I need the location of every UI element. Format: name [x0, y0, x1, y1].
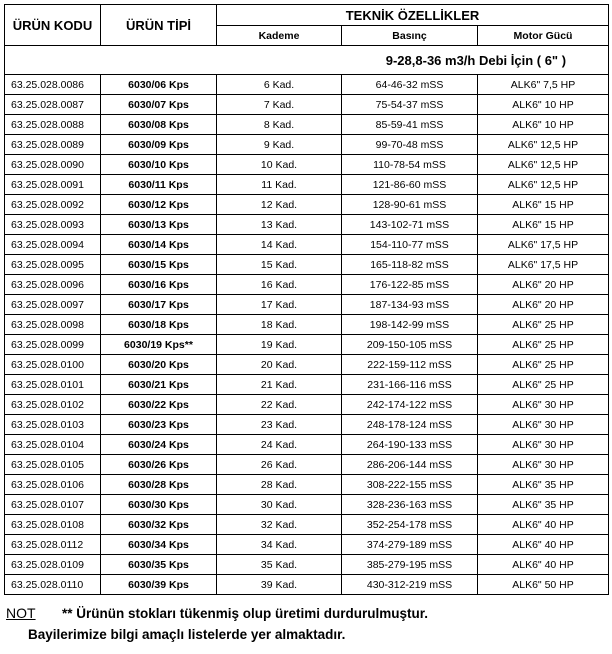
cell-urun-tipi: 6030/06 Kps — [101, 75, 217, 95]
cell-urun-tipi: 6030/22 Kps — [101, 395, 217, 415]
cell-kademe: 16 Kad. — [217, 275, 342, 295]
cell-kademe: 17 Kad. — [217, 295, 342, 315]
table-row — [5, 495, 609, 515]
cell-basinc: 286-206-144 mSS — [342, 455, 478, 475]
cell-urun-kodu: 63.25.028.0110 — [5, 575, 101, 595]
table-row — [5, 155, 609, 175]
cell-urun-kodu: 63.25.028.0100 — [5, 355, 101, 375]
cell-kademe: 30 Kad. — [217, 495, 342, 515]
cell-motor-gucu: ALK6" 25 HP — [478, 335, 609, 355]
cell-urun-tipi: 6030/17 Kps — [101, 295, 217, 315]
cell-kademe: 12 Kad. — [217, 195, 342, 215]
cell-basinc: 385-279-195 mSS — [342, 555, 478, 575]
cell-kademe: 13 Kad. — [217, 215, 342, 235]
cell-motor-gucu: ALK6" 40 HP — [478, 535, 609, 555]
table-row — [5, 235, 609, 255]
cell-kademe: 6 Kad. — [217, 75, 342, 95]
header-kademe: Kademe — [217, 26, 342, 46]
cell-urun-tipi: 6030/07 Kps — [101, 95, 217, 115]
table-row — [5, 295, 609, 315]
cell-urun-tipi: 6030/23 Kps — [101, 415, 217, 435]
cell-kademe: 28 Kad. — [217, 475, 342, 495]
cell-urun-tipi: 6030/16 Kps — [101, 275, 217, 295]
cell-motor-gucu: ALK6" 15 HP — [478, 195, 609, 215]
cell-urun-tipi: 6030/20 Kps — [101, 355, 217, 375]
footnote — [6, 602, 606, 646]
cell-basinc: 110-78-54 mSS — [342, 155, 478, 175]
cell-urun-kodu: 63.25.028.0097 — [5, 295, 101, 315]
cell-urun-tipi: 6030/12 Kps — [101, 195, 217, 215]
table-row — [5, 335, 609, 355]
cell-urun-kodu: 63.25.028.0099 — [5, 335, 101, 355]
table-row — [5, 315, 609, 335]
cell-motor-gucu: ALK6" 25 HP — [478, 375, 609, 395]
cell-urun-tipi: 6030/19 Kps** — [101, 335, 217, 355]
footnote-label: NOT — [6, 605, 36, 621]
cell-motor-gucu: ALK6" 7,5 HP — [478, 75, 609, 95]
table-row — [5, 275, 609, 295]
cell-urun-tipi: 6030/39 Kps — [101, 575, 217, 595]
cell-kademe: 34 Kad. — [217, 535, 342, 555]
cell-motor-gucu: ALK6" 12,5 HP — [478, 155, 609, 175]
cell-kademe: 15 Kad. — [217, 255, 342, 275]
cell-urun-kodu: 63.25.028.0102 — [5, 395, 101, 415]
cell-kademe: 14 Kad. — [217, 235, 342, 255]
cell-kademe: 22 Kad. — [217, 395, 342, 415]
cell-basinc: 328-236-163 mSS — [342, 495, 478, 515]
table-row — [5, 195, 609, 215]
cell-urun-kodu: 63.25.028.0090 — [5, 155, 101, 175]
cell-urun-kodu: 63.25.028.0107 — [5, 495, 101, 515]
cell-motor-gucu: ALK6" 35 HP — [478, 475, 609, 495]
header-urun-kodu: ÜRÜN KODU — [5, 5, 101, 46]
cell-motor-gucu: ALK6" 15 HP — [478, 215, 609, 235]
cell-basinc: 248-178-124 mSS — [342, 415, 478, 435]
cell-kademe: 11 Kad. — [217, 175, 342, 195]
cell-motor-gucu: ALK6" 35 HP — [478, 495, 609, 515]
table-row — [5, 135, 609, 155]
cell-urun-kodu: 63.25.028.0112 — [5, 535, 101, 555]
table-row — [5, 535, 609, 555]
table-row — [5, 575, 609, 595]
cell-kademe: 18 Kad. — [217, 315, 342, 335]
cell-urun-tipi: 6030/08 Kps — [101, 115, 217, 135]
cell-motor-gucu: ALK6" 17,5 HP — [478, 235, 609, 255]
cell-urun-tipi: 6030/11 Kps — [101, 175, 217, 195]
cell-basinc: 154-110-77 mSS — [342, 235, 478, 255]
cell-basinc: 198-142-99 mSS — [342, 315, 478, 335]
table-row — [5, 175, 609, 195]
cell-kademe: 32 Kad. — [217, 515, 342, 535]
table-row — [5, 515, 609, 535]
table-row — [5, 375, 609, 395]
cell-motor-gucu: ALK6" 10 HP — [478, 95, 609, 115]
table-row — [5, 475, 609, 495]
cell-motor-gucu: ALK6" 30 HP — [478, 435, 609, 455]
cell-motor-gucu: ALK6" 10 HP — [478, 115, 609, 135]
cell-urun-kodu: 63.25.028.0109 — [5, 555, 101, 575]
cell-motor-gucu: ALK6" 30 HP — [478, 415, 609, 435]
cell-motor-gucu: ALK6" 12,5 HP — [478, 135, 609, 155]
table-row — [5, 395, 609, 415]
cell-motor-gucu: ALK6" 50 HP — [478, 575, 609, 595]
footnote-line-2 — [6, 624, 606, 646]
cell-basinc: 242-174-122 mSS — [342, 395, 478, 415]
cell-basinc: 176-122-85 mSS — [342, 275, 478, 295]
cell-urun-kodu: 63.25.028.0098 — [5, 315, 101, 335]
cell-basinc: 231-166-116 mSS — [342, 375, 478, 395]
cell-basinc: 64-46-32 mSS — [342, 75, 478, 95]
cell-urun-kodu: 63.25.028.0105 — [5, 455, 101, 475]
cell-kademe: 20 Kad. — [217, 355, 342, 375]
table-row — [5, 355, 609, 375]
header-basinc: Basınç — [342, 26, 478, 46]
table-row — [5, 215, 609, 235]
cell-urun-tipi: 6030/32 Kps — [101, 515, 217, 535]
product-spec-table — [4, 4, 609, 595]
table-row — [5, 75, 609, 95]
table-row — [5, 95, 609, 115]
header-motor-gucu: Motor Gücü — [478, 26, 609, 46]
cell-motor-gucu: ALK6" 20 HP — [478, 275, 609, 295]
cell-urun-kodu: 63.25.028.0086 — [5, 75, 101, 95]
footnote-text-1: ** Ürünün stokları tükenmiş olup üretimi durdurulmuştur. — [62, 606, 429, 621]
cell-basinc: 264-190-133 mSS — [342, 435, 478, 455]
cell-urun-tipi: 6030/15 Kps — [101, 255, 217, 275]
cell-urun-kodu: 63.25.028.0093 — [5, 215, 101, 235]
cell-kademe: 23 Kad. — [217, 415, 342, 435]
cell-urun-tipi: 6030/35 Kps — [101, 555, 217, 575]
cell-kademe: 26 Kad. — [217, 455, 342, 475]
footnote-line-1 — [6, 602, 606, 624]
footnote-text-2: Bayilerimize bilgi amaçlı listelerde yer almaktadır. — [28, 627, 346, 642]
cell-urun-kodu: 63.25.028.0108 — [5, 515, 101, 535]
cell-kademe: 9 Kad. — [217, 135, 342, 155]
cell-kademe: 19 Kad. — [217, 335, 342, 355]
cell-basinc: 209-150-105 mSS — [342, 335, 478, 355]
cell-urun-kodu: 63.25.028.0094 — [5, 235, 101, 255]
spec-table-container — [4, 4, 608, 595]
spec-table-body — [5, 75, 609, 595]
cell-basinc: 75-54-37 mSS — [342, 95, 478, 115]
cell-basinc: 187-134-93 mSS — [342, 295, 478, 315]
header-teknik-ozellikler: TEKNİK ÖZELLİKLER — [217, 5, 609, 26]
table-row — [5, 415, 609, 435]
cell-kademe: 21 Kad. — [217, 375, 342, 395]
table-row — [5, 455, 609, 475]
cell-basinc: 121-86-60 mSS — [342, 175, 478, 195]
cell-urun-kodu: 63.25.028.0088 — [5, 115, 101, 135]
cell-urun-tipi: 6030/13 Kps — [101, 215, 217, 235]
cell-urun-tipi: 6030/26 Kps — [101, 455, 217, 475]
table-row — [5, 255, 609, 275]
cell-urun-tipi: 6030/14 Kps — [101, 235, 217, 255]
cell-motor-gucu: ALK6" 12,5 HP — [478, 175, 609, 195]
cell-urun-kodu: 63.25.028.0104 — [5, 435, 101, 455]
cell-urun-kodu: 63.25.028.0092 — [5, 195, 101, 215]
cell-basinc: 374-279-189 mSS — [342, 535, 478, 555]
cell-basinc: 143-102-71 mSS — [342, 215, 478, 235]
cell-basinc: 99-70-48 mSS — [342, 135, 478, 155]
cell-motor-gucu: ALK6" 17,5 HP — [478, 255, 609, 275]
cell-motor-gucu: ALK6" 40 HP — [478, 515, 609, 535]
cell-urun-tipi: 6030/30 Kps — [101, 495, 217, 515]
cell-kademe: 24 Kad. — [217, 435, 342, 455]
cell-kademe: 7 Kad. — [217, 95, 342, 115]
cell-motor-gucu: ALK6" 20 HP — [478, 295, 609, 315]
cell-urun-tipi: 6030/28 Kps — [101, 475, 217, 495]
cell-motor-gucu: ALK6" 25 HP — [478, 355, 609, 375]
cell-kademe: 10 Kad. — [217, 155, 342, 175]
cell-basinc: 308-222-155 mSS — [342, 475, 478, 495]
cell-urun-kodu: 63.25.028.0103 — [5, 415, 101, 435]
table-row — [5, 555, 609, 575]
cell-kademe: 8 Kad. — [217, 115, 342, 135]
cell-motor-gucu: ALK6" 30 HP — [478, 455, 609, 475]
cell-urun-tipi: 6030/18 Kps — [101, 315, 217, 335]
cell-motor-gucu: ALK6" 40 HP — [478, 555, 609, 575]
cell-basinc: 128-90-61 mSS — [342, 195, 478, 215]
cell-kademe: 35 Kad. — [217, 555, 342, 575]
cell-motor-gucu: ALK6" 30 HP — [478, 395, 609, 415]
cell-urun-kodu: 63.25.028.0095 — [5, 255, 101, 275]
debi-section-label: 9-28,8-36 m3/h Debi İçin ( 6" ) — [5, 46, 609, 75]
cell-basinc: 430-312-219 mSS — [342, 575, 478, 595]
cell-urun-tipi: 6030/09 Kps — [101, 135, 217, 155]
cell-urun-tipi: 6030/21 Kps — [101, 375, 217, 395]
cell-urun-kodu: 63.25.028.0106 — [5, 475, 101, 495]
cell-urun-tipi: 6030/10 Kps — [101, 155, 217, 175]
cell-urun-kodu: 63.25.028.0096 — [5, 275, 101, 295]
cell-urun-tipi: 6030/24 Kps — [101, 435, 217, 455]
cell-urun-kodu: 63.25.028.0087 — [5, 95, 101, 115]
cell-basinc: 352-254-178 mSS — [342, 515, 478, 535]
cell-urun-tipi: 6030/34 Kps — [101, 535, 217, 555]
header-urun-tipi: ÜRÜN TİPİ — [101, 5, 217, 46]
cell-basinc: 165-118-82 mSS — [342, 255, 478, 275]
table-row — [5, 435, 609, 455]
cell-kademe: 39 Kad. — [217, 575, 342, 595]
table-row — [5, 115, 609, 135]
cell-urun-kodu: 63.25.028.0101 — [5, 375, 101, 395]
cell-basinc: 85-59-41 mSS — [342, 115, 478, 135]
cell-urun-kodu: 63.25.028.0089 — [5, 135, 101, 155]
cell-basinc: 222-159-112 mSS — [342, 355, 478, 375]
cell-motor-gucu: ALK6" 25 HP — [478, 315, 609, 335]
cell-urun-kodu: 63.25.028.0091 — [5, 175, 101, 195]
